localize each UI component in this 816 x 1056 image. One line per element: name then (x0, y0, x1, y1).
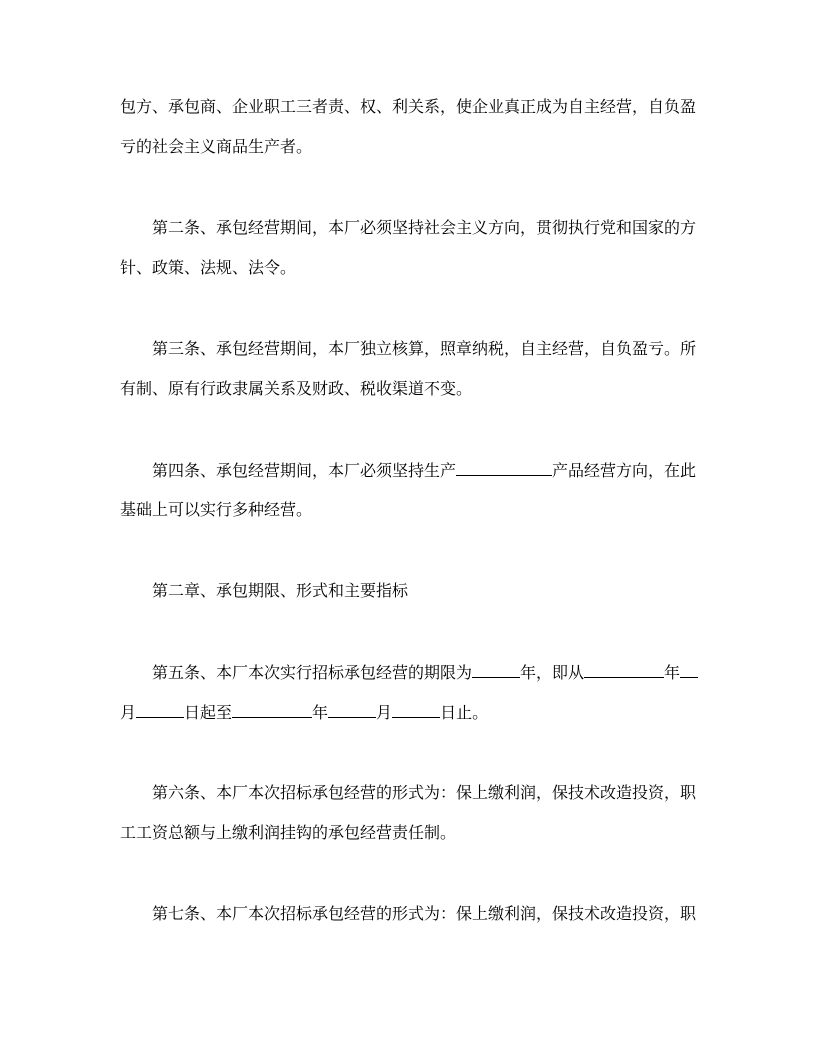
fill-in-blank[interactable] (456, 460, 552, 476)
article-2-line-1 (152, 218, 732, 238)
text-run: 有制、原有行政隶属关系及财政、税收渠道不变。 (120, 379, 473, 398)
text-run: 包方、承包商、企业职工三者责、权、利关系，使企业真正成为自主经营，自负盈 (120, 97, 697, 116)
text-run: 第四条、承包经营期间，本厂必须坚持生产 (152, 461, 457, 480)
paragraph-line (120, 97, 700, 117)
article-6-line-2 (120, 823, 700, 843)
article-3-line-1 (152, 339, 732, 359)
text-run: 月 (376, 703, 393, 722)
paragraph-line (120, 137, 700, 157)
text-run: 产品经营方向，在此 (552, 461, 697, 480)
chapter-heading (152, 581, 732, 601)
article-2-line-2 (120, 258, 700, 278)
article-4-line-1 (152, 460, 732, 481)
text-run: 基础上可以实行多种经营。 (120, 500, 313, 519)
text-run: 日止。 (440, 703, 489, 722)
text-run: 针、政策、法规、法令。 (120, 258, 297, 277)
article-5-line-1 (152, 662, 732, 683)
text-run: 月 (120, 703, 137, 722)
text-run: 年 (664, 663, 681, 682)
text-run: 年，即从 (520, 663, 585, 682)
text-run: 第二条、承包经营期间，本厂必须坚持社会主义方向，贯彻执行党和国家的方 (152, 218, 697, 237)
text-run: 第五条、本厂本次实行招标承包经营的期限为 (152, 663, 473, 682)
text-run: 第七条、本厂本次招标承包经营的形式为：保上缴利润，保技术改造投资，职 (152, 904, 697, 923)
text-run: 第三条、承包经营期间，本厂独立核算，照章纳税，自主经营，自负盈亏。所 (152, 339, 697, 358)
text-run: 工工资总额与上缴利润挂钩的承包经营责任制。 (120, 823, 457, 842)
text-run: 第六条、本厂本次招标承包经营的形式为：保上缴利润，保技术改造投资，职 (152, 783, 697, 802)
article-5-line-2 (120, 702, 700, 723)
text-run: 年 (312, 703, 329, 722)
fill-in-blank[interactable] (232, 702, 312, 718)
article-6-line-1 (152, 783, 732, 803)
fill-in-blank[interactable] (392, 702, 440, 718)
text-run: 第二章、承包期限、形式和主要指标 (152, 581, 409, 600)
article-3-line-2 (120, 379, 700, 399)
article-4-line-2 (120, 500, 700, 520)
fill-in-blank[interactable] (584, 662, 664, 678)
text-run: 亏的社会主义商品生产者。 (120, 137, 313, 156)
fill-in-blank[interactable] (680, 662, 698, 678)
fill-in-blank[interactable] (328, 702, 376, 718)
fill-in-blank[interactable] (136, 702, 184, 718)
text-run: 日起至 (184, 703, 233, 722)
fill-in-blank[interactable] (472, 662, 520, 678)
article-7-line-1 (152, 904, 732, 924)
